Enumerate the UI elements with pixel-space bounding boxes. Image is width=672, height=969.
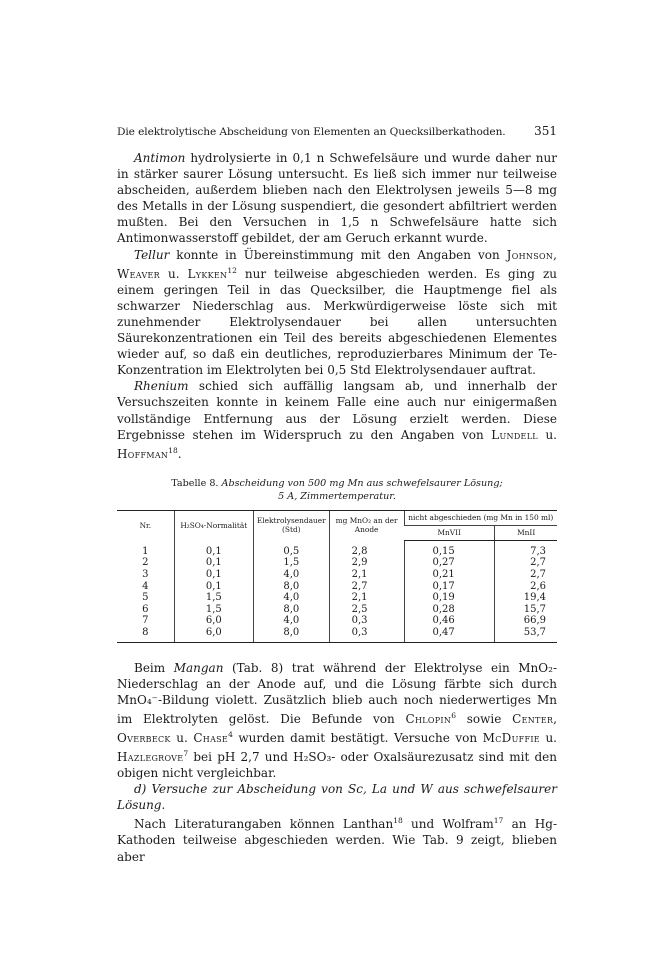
table-cell: 4,0 [253,569,329,581]
table-cell: 2,6 [495,581,557,593]
table-cell: 15,7 [495,604,557,616]
table-cell: 53,7 [495,627,557,642]
table-cell: 2,1 [329,569,404,581]
table-cell: 8,0 [253,581,329,593]
reference-number: 18 [168,445,178,455]
table-cell: 1 [142,545,149,557]
table-cell: 3 [142,568,149,580]
table-cell: 6 [142,603,149,615]
table-cell: 0,21 [404,569,495,581]
page-number: 351 [534,124,557,138]
author-name: Overbeck [117,730,171,745]
table-cell: 5 [142,592,149,604]
table-cell: 7 [142,615,149,627]
table-cell: 6,0 [174,627,253,642]
element-name: Rhenium [134,379,189,394]
reference-number: 17 [493,816,504,826]
table-cell: 19,4 [495,592,557,604]
table-row [117,569,557,581]
table-cell: 8,0 [253,604,329,616]
table-row [117,540,557,557]
table-row [117,592,557,604]
table-cell: 2 [142,557,149,569]
header-mno2: mg MnO₂ an der Anode [329,510,404,540]
table-cell: 4,0 [253,592,329,604]
table-cell: 2,7 [495,557,557,569]
header-mnii: MnII [495,525,557,540]
paragraph-rhenium: Rhenium schied sich auffällig langsam ab, und innerhalb der Versuchszeiten konnte in keinem Falle eine auch nur einigermaßen vollständige Entfernung aus der Lösung erzielt werden. Diese Ergebnisse stehen im Widerspruch zu den Angaben von Lundell u. Hoffman$^{18}$. [117,379,557,461]
table-row [117,615,557,627]
section-heading: d) Versuche zur Abscheidung von Sc, La und W aus schwefelsaurer Lösung. [117,782,557,813]
table-cell: 2,8 [329,540,404,557]
table-cell: 0,46 [404,615,495,627]
table-cell: 0,1 [174,540,253,557]
table-cell: 2,7 [329,581,404,593]
reference-number: 12 [227,265,237,275]
table-cell: 0,47 [404,627,495,642]
page [117,124,557,865]
table-cell: 0,5 [253,540,329,557]
table-cell: 6,0 [174,615,253,627]
header-nicht-abgeschieden: nicht abgeschieden (mg Mn in 150 ml) [404,510,557,525]
reference-number: 18 [393,816,403,826]
table-cell: 8 [117,627,174,642]
data-table [117,510,557,643]
author-name: Chlopin [405,711,452,726]
table-cell: 1,5 [174,592,253,604]
table-cell: 7,3 [495,540,557,557]
table-caption [117,477,557,503]
author-name: McDuffie [482,730,540,745]
table-cell: 0,1 [174,569,253,581]
table-cell: 0,19 [404,592,495,604]
table-cell: 2,5 [329,604,404,616]
table-caption-line1: Abscheidung von 500 mg Mn aus schwefelsaurer Lösung; [221,477,503,489]
table-cell: 2,1 [329,592,404,604]
header-nr: Nr. [117,510,174,540]
table-cell: 0,27 [404,557,495,569]
paragraph-tellur: Tellur konnte in Übereinstimmung mit den Angaben von Johnson, Weaver u. Lykken$^{12}$ nur teilweise abgeschieden werden. Es ging zu einem geringen Teil in das Quecksilber, die Hauptmenge fiel als schwarzer Niederschlag aus. Merkwürdigerweise löste sich mit zunehmender Elektrolysendauer bei allen untersuchten Säurekonzentrationen ein Teil des bereits abgeschiedenen Elementes wieder auf, so daß ein deutliches, reproduzierbares Minimum der Te-Konzentration im Elektrolyten bei 0,5 Std Elektrolysendauer auftrat. [117,247,557,378]
table-cell: 8,0 [253,627,329,642]
table-body [117,540,557,642]
table-cell: 0,1 [174,581,253,593]
element-name: Tellur [134,247,170,262]
author-name: Center [512,711,554,726]
paragraph-mangan: Beim Mangan (Tab. 8) trat während der Elektrolyse ein MnO₂-Niederschlag an der Anode auf, und die Lösung färbte sich durch MnO₄⁻-Bildung violett. Zusätzlich blieb auch noch niederwertiges Mn im Elektrolyten gelöst. Die Befunde von Chlopin$^6$ sowie Center, Overbeck u. Chase$^4$ wurden damit bestätigt. Versuche von McDuffie u. Hazlegrove$^7$ bei pH 2,7 und H₂SO₃- oder Oxalsäurezusatz sind mit den obigen nicht vergleichbar. [117,660,557,781]
table-cell: 0,3 [329,627,404,642]
author-name: Johnson [506,247,554,262]
table-cell: 1,5 [174,604,253,616]
table-caption-line2: 5 A, Zimmertemperatur. [278,490,396,502]
table-cell: 4 [142,580,149,592]
paragraph-antimon: Antimon hydrolysierte in 0,1 n Schwefelsäure und wurde daher nur in stärker saurer Lösung untersucht. Es ließ sich immer nur teilweise abscheiden, außerdem blieben nach den Elektrolysen jeweils 5—8 mg des Metalls in der Lösung suspendiert, die gesondert abfiltriert werden mußten. Bei den Versuchen in 1,5 n Schwefelsäure hatte sich Antimonwasserstoff gebildet, der am Geruch erkannt wurde. [117,151,557,246]
author-name: Chase [193,730,229,745]
author-name: Lundell [491,427,538,442]
table-cell: 0,1 [174,557,253,569]
table-cell: 66,9 [495,615,557,627]
header-dauer: Elektrolysendauer (Std) [253,510,329,540]
table-cell: 2,9 [329,557,404,569]
author-name: Hoffman [117,446,169,461]
table-cell: 0,28 [404,604,495,616]
table-cell: 2,7 [495,569,557,581]
table-row [117,604,557,616]
paragraph-lanthan: Nach Literaturangaben können Lanthan$^{18}$ und Wolfram$^{17}$ an Hg-Kathoden teilweise abgeschieden werden. Wie Tab. 9 zeigt, blieben aber [117,816,558,864]
table-cell: 4,0 [253,615,329,627]
author-name: Lykken [187,266,228,281]
element-name: Mangan [173,660,224,675]
table-cell: 0,3 [329,615,404,627]
table-cell: 0,15 [404,540,495,557]
table-row [117,581,557,593]
running-title: Die elektrolytische Abscheidung von Elementen an Quecksilberkathoden. [117,126,506,138]
table-label: Tabelle 8. [171,477,219,489]
reference-number: 6 [451,710,456,720]
element-name: Antimon [134,151,186,165]
table-row [117,557,557,569]
header-h2so4: H₂SO₄-Normalität [174,510,253,540]
table-row [117,627,557,642]
reference-number: 7 [183,749,189,758]
running-head [117,124,557,138]
table-cell: 1,5 [253,557,329,569]
author-name: Weaver [117,266,160,281]
header-mnvii: MnVII [404,525,495,540]
table-cell: 0,17 [404,581,495,593]
author-name: Hazlegrove [117,750,184,764]
reference-number: 4 [228,729,233,739]
